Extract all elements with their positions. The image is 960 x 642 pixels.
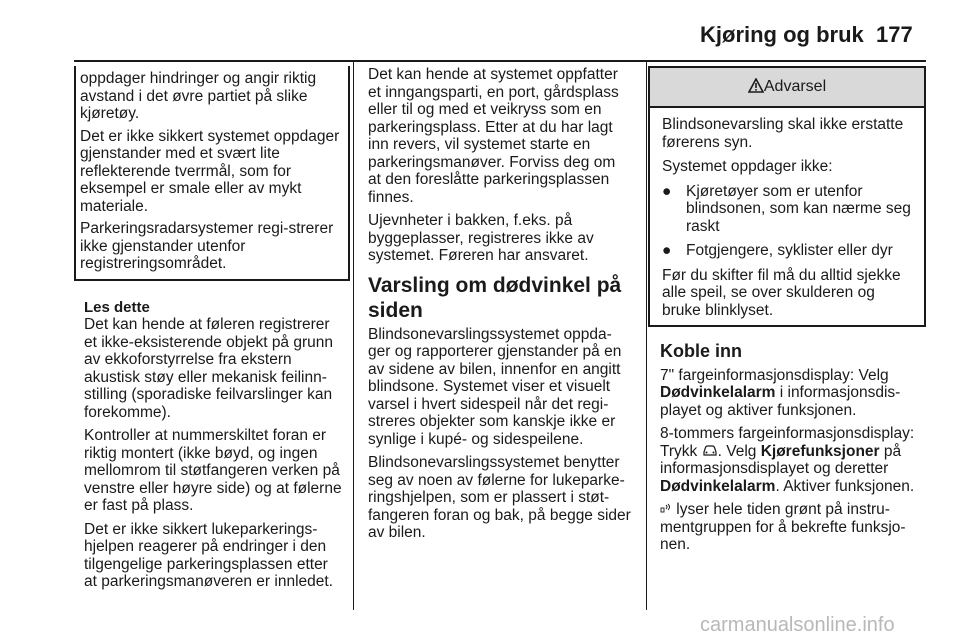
blind-spot-indicator-icon xyxy=(660,503,672,513)
paragraph-3: Blindsonevarslingssystemet oppda-ger og rapporterer gjenstander på en av sidene av bilen, innenfor en angitt blindsone. Systemet viser et visuelt varsel i hvert sidespeil når det regi-streres objekter som kanskje ikke er synlige i kupé- og sidespeilene. xyxy=(368,325,622,448)
header-title: Kjøring og bruk xyxy=(700,22,864,47)
subsection-title: Koble inn xyxy=(660,341,742,361)
text-span: 8-tommers fargeinformasjonsdisplay: Trykk xyxy=(660,425,915,460)
paragraph-2 xyxy=(660,425,926,495)
column-right xyxy=(660,66,926,560)
note-title: Les dette xyxy=(84,298,150,316)
column-middle xyxy=(368,66,632,548)
warning-box xyxy=(648,66,926,327)
car-settings-icon xyxy=(702,444,718,457)
box-paragraph-1: oppdager hindringer og angir riktig avstand i det øvre partiet på slike kjøretøy. xyxy=(80,70,317,122)
section-title: Varsling om dødvinkel på siden xyxy=(368,273,622,322)
paragraph-2: Det er ikke sikkert lukeparkerings-hjelpen reagerer på endringer i den tilgengelige parkeringsplassen etter at parkeringsmanøveren er innledet. xyxy=(84,520,333,590)
warning-header xyxy=(650,68,924,108)
column-divider-1 xyxy=(353,62,354,610)
paragraph-1: Det kan hende at systemet oppfatter et inngangsparti, en port, gårdsplass eller til og med et veikryss som en parkeringsplass. Etter at du har lagt inn revers, vil systemet starte en parkeringsmanøver. Forviss deg om at den foreslåtte parkeringsplassen finnes. xyxy=(368,66,619,206)
warning-title: Advarsel xyxy=(763,78,827,95)
bullet-item xyxy=(662,183,914,236)
bullet-text: Fotgjengere, syklister eller dyr xyxy=(686,242,893,259)
paragraph-1: Kontroller at nummerskiltet foran er riktig montert (ikke bøyd, og ingen mellomrom til støtfangeren verken på venstre eller høyre side) og at følerne er fast på plass. xyxy=(84,427,342,514)
box-paragraph-3: Parkeringsradarsystemer regi-strerer ikke gjenstander utenfor registreringsområdet. xyxy=(80,220,334,272)
warning-paragraph-1: Blindsonevarsling skal ikke erstatte førerens syn. xyxy=(662,116,904,151)
menu-item-label: Dødvinkelalarm xyxy=(660,384,776,401)
text-span: . Velg xyxy=(717,442,761,460)
text-span: på informasjonsdisplayet og deretter xyxy=(660,442,902,477)
warning-paragraph-2: Systemet oppdager ikke: xyxy=(662,158,833,175)
page-number: 177 xyxy=(876,22,913,47)
header-rule xyxy=(74,60,926,62)
warning-triangle-icon xyxy=(748,78,764,93)
paragraph-4: Blindsonevarslingssystemet benytter seg av noen av følerne for lukeparke-ringshjelpen, som er plassert i støt-fangeren foran og bak, på begge sider av bilen. xyxy=(368,454,631,541)
bullet-dot-icon: ● xyxy=(662,182,672,200)
box-paragraph-2: Det er ikke sikkert systemet oppdager gjenstander med et svært lite reflekterende tverrmål, som for eksempel er smale eller av mykt materiale. xyxy=(80,127,340,215)
text-span: lyser hele tiden grønt på instru-mentgruppen for å bekrefte funksjo-nen. xyxy=(660,501,906,553)
bullet-text: Kjøretøyer som er utenfor blindsonen, som kan nærme seg raskt xyxy=(686,182,911,235)
text-span: 7" fargeinformasjonsdisplay: Velg xyxy=(660,366,889,384)
watermark: carmanualsonline.info xyxy=(700,614,895,636)
paragraph-3 xyxy=(660,501,926,554)
paragraph-1 xyxy=(660,367,926,420)
paragraph-2: Ujevnheter i bakken, f.eks. på byggeplasser, registreres ikke av systemet. Føreren har ansvaret. xyxy=(368,212,594,264)
text-span: . Aktiver funksjonen. xyxy=(775,477,915,495)
menu-item-label: Dødvinkelalarm xyxy=(660,477,776,495)
text-span: i informasjonsdis-playet og aktiver funksjonen. xyxy=(660,384,901,419)
warning-paragraph-3: Før du skifter fil må du alltid sjekke alle speil, se over skulderen og bruke blinklyset. xyxy=(662,266,901,319)
warning-body xyxy=(650,108,924,325)
note-text: Det kan hende at føleren registrerer et ikke-eksisterende objekt på grunn av ekkoforstyrrelse fra ekstern akustisk støy eller mekanisk feilinn-stilling (sporadiske feilvarslinger kan forekomme). xyxy=(84,316,334,421)
info-box xyxy=(74,66,350,281)
column-divider-2 xyxy=(646,62,647,610)
menu-item-label: Kjørefunksjoner xyxy=(760,442,880,460)
bullet-dot-icon: ● xyxy=(662,242,672,259)
column-left xyxy=(80,66,342,597)
bullet-item xyxy=(662,242,914,260)
